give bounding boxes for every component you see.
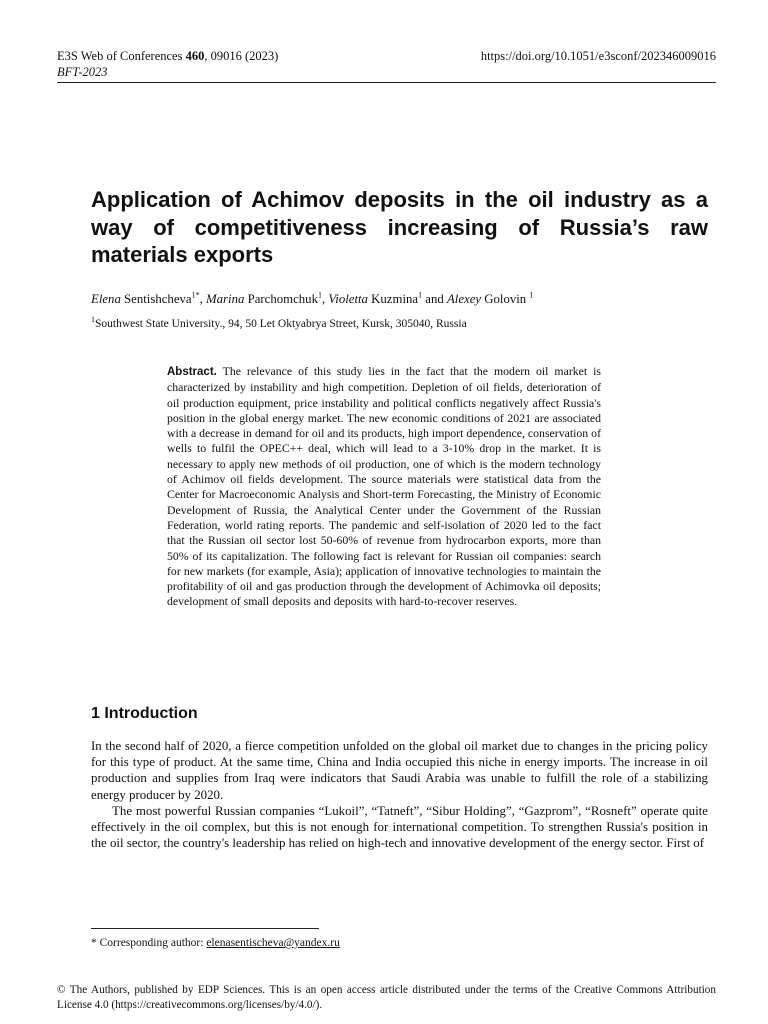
doi-link[interactable]: https://doi.org/10.1051/e3sconf/202346009016: [480, 49, 716, 63]
footnote: * Corresponding author: elenasentischeva@yandex.ru: [91, 937, 340, 949]
header-divider: [57, 82, 716, 83]
section-heading: 1 Introduction: [91, 705, 198, 722]
paragraph: In the second half of 2020, a fierce competition unfolded on the global oil market due to changes in the pricing policy for this type of product. At the same time, China and India occupied this niche in energy imports. The increase in oil production and supplies from Iraq were indicators that Saudi Arabia was unable to fulfill the role of a stabilizing energy producer by 2020.: [91, 739, 708, 802]
abstract-label: Abstract.: [167, 366, 217, 378]
author-list: [91, 291, 708, 307]
author: Elena Sentishcheva$^{1*}$,: [91, 290, 206, 306]
conference-name: BFT-2023: [57, 65, 108, 79]
license-notice: © The Authors, published by EDP Sciences. This is an open access article distributed under the terms of the Creative Commons Attribution License 4.0 (https://creativecommons.org/licenses/by/4.0/).: [57, 984, 716, 1011]
paragraph: The most powerful Russian companies “Lukoil”, “Tatneft”, “Sibur Holding”, “Gazprom”, “Rosneft” operate quite effectively in the oil complex, but this is not enough for international competition. To strengthen Russia's position in the oil sector, the country's leadership has relied on high-tech and innovative development of the energy sector. First of: [91, 803, 708, 851]
journal-citation: E3S Web of Conferences 460, 09016 (2023): [57, 49, 279, 63]
author: Violetta Kuzmina$^1$ and: [328, 290, 447, 306]
abstract: [167, 364, 601, 610]
affiliation: $^1$Southwest State University., 94, 50 Let Oktyabrya Street, Kursk, 305040, Russia: [91, 315, 467, 330]
section-body: [91, 738, 708, 851]
author-email-link[interactable]: elenasentischeva@yandex.ru: [206, 937, 340, 949]
abstract-text: The relevance of this study lies in the fact that the modern oil market is characterized by instability and high competition. Depletion of oil fields, deterioration of oil production equipment, price instability and political conflicts negatively affect Russia's position in the global energy market. The new economic conditions of 2021 are associated with a decrease in demand for oil and its products, high import dependence, conservation of wells to fulfil the OPEC++ deal, which will lead to a 3-10% drop in the market. It is necessary to apply new methods of oil production, one of which is the modern technology of Achimov oil fields development. The source materials were statistical data from the Center for Macroeconomic Analysis and Short-term Forecasting, the Ministry of Economic Development of Russia, the Analytical Center under the Government of the Russian Federation, world rating reports. The pandemic and self-isolation of 2020 led to the fact that the Russian oil sector lost 50-60% of revenue from hydrocarbon exports, more than 50% of its capitalization. The following fact is relevant for Russian oil companies: search for new markets (for example, Asia); application of innovative technologies to maintain the profitability of oil and gas production through the development of Achimovka oil deposits; development of small deposits and deposits with hard-to-recover reserves.: [167, 364, 601, 609]
page-header: [57, 48, 716, 80]
footnote-divider: [91, 928, 319, 929]
author: Alexey Golovin $^1$: [446, 290, 534, 306]
journal-volume: 460: [185, 49, 205, 63]
author: Marina Parchomchuk$^1$,: [206, 290, 329, 306]
paper-title: Application of Achimov deposits in the oil industry as a way of competitiveness increasing of Russia’s raw materials exports: [91, 187, 708, 267]
